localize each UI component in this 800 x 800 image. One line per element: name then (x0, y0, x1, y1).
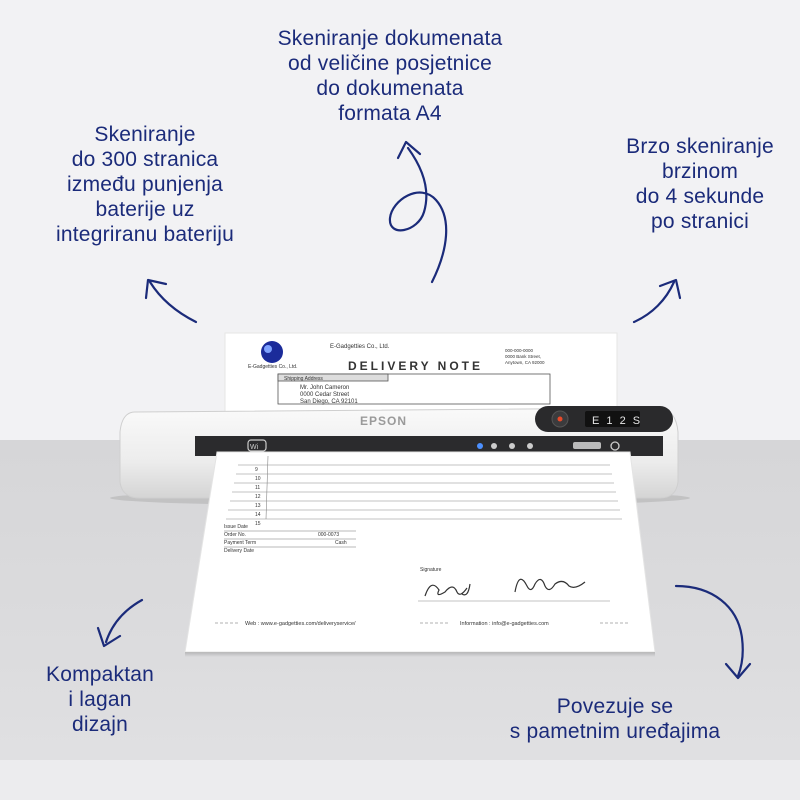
feature-top (250, 26, 530, 126)
feature-top-line: do dokumenata (316, 77, 464, 100)
signature-label: Signature (420, 567, 442, 573)
back-doc-recipient-3: San Diego, CA 92101 (300, 399, 358, 405)
footer-information: Information : info@e-gadgetties.com (460, 621, 549, 627)
feature-left-line: između punjenja (67, 173, 223, 196)
back-doc-logo-text: E-Gadgetties Co., Ltd. (248, 364, 298, 370)
row-number: 9 (255, 467, 258, 473)
info-label-payment-term: Payment Term (224, 540, 257, 546)
row-number: 10 (255, 476, 261, 482)
scanner-display: E 1 2 S (592, 415, 643, 427)
feature-top-line: formata A4 (338, 102, 442, 125)
feature-bottom-left-line: Kompaktan (45, 663, 155, 686)
feature-right-line: Brzo skeniranje (626, 135, 774, 158)
back-doc-recipient-2: 0000 Cedar Street (300, 392, 350, 398)
row-number: 11 (255, 485, 261, 491)
row-number: 14 (255, 512, 261, 518)
back-doc-title: Delivery Note (348, 359, 484, 373)
feature-right-line: brzinom (661, 160, 739, 183)
back-doc-address-3: Anytown, CA 92000 (505, 360, 545, 365)
row-number: 12 (255, 494, 261, 500)
feature-bottom-right-line: s pametnim uređajima (509, 720, 721, 743)
info-label-delivery-date: Delivery Date (224, 548, 255, 554)
feature-left-line: do 300 stranica (71, 148, 219, 171)
info-value-order-no: 000-0073 (318, 532, 340, 538)
feature-right-line: do 4 sekunde (635, 185, 765, 208)
feature-bottom-left-line: dizajn (71, 713, 129, 736)
company-logo (261, 341, 283, 363)
back-doc-recipient-1: Mr. John Cameron (300, 385, 350, 391)
feature-right-line: po stranici (651, 210, 749, 233)
back-doc-address-2: 0000 Bank Street, (505, 354, 542, 359)
feature-left-line: Skeniranje (94, 123, 196, 146)
feature-bottom-right-line: Povezuje se (556, 695, 674, 718)
usb-icon (477, 443, 483, 449)
svg-text:Wi: Wi (250, 444, 259, 451)
feature-bottom-left-line: i lagan (68, 688, 132, 711)
feature-left-line: baterije uz (95, 198, 195, 221)
info-label-order-no: Order No. (224, 532, 246, 538)
scanner-brand: EPSON (360, 414, 408, 428)
front-document (185, 452, 655, 657)
row-number: 15 (255, 521, 261, 527)
feature-left (20, 122, 270, 247)
footer-web: Web : www.e-gadgetties.com/deliveryservice/ (245, 621, 356, 627)
feature-bottom-left (20, 662, 180, 737)
feature-left-line: integriranu bateriju (56, 223, 234, 246)
info-value-payment-term: Cash (335, 540, 347, 546)
info-label-issue-date: Issue Date (224, 524, 248, 530)
feature-bottom-right (480, 694, 750, 744)
feature-right (600, 134, 800, 234)
feature-top-line: Skeniranje dokumenata (277, 27, 503, 50)
back-doc-address-1: 000-000-0000 (505, 348, 534, 353)
back-doc-shipping-label: Shipping Address (284, 376, 323, 382)
row-number: 13 (255, 503, 261, 509)
feature-top-line: od veličine posjetnice (287, 52, 493, 75)
back-doc-company: E-Gadgetties Co., Ltd. (330, 344, 390, 350)
